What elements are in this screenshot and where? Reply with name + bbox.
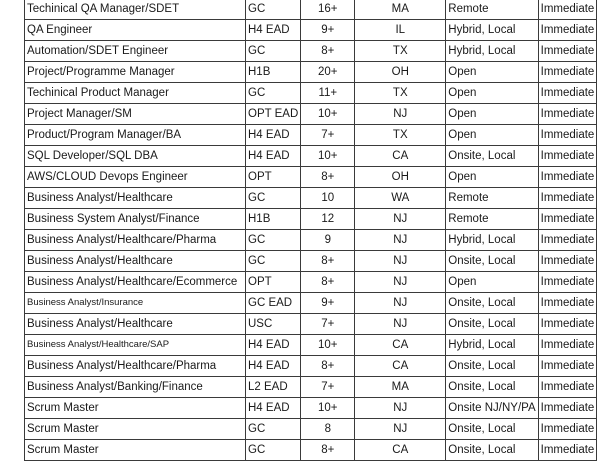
cell-visa: USC (246, 314, 301, 335)
cell-role: Project Manager/SM (25, 104, 246, 125)
cell-visa: GC (246, 41, 301, 62)
cell-experience: 7+ (301, 377, 355, 398)
cell-work-mode: Hybrid, Local (446, 230, 538, 251)
cell-role: Business Analyst/Insurance (25, 293, 246, 314)
cell-role: Project/Programme Manager (25, 62, 246, 83)
cell-availability: Immediate (538, 293, 597, 314)
cell-state: OH (355, 167, 446, 188)
cell-work-mode: Onsite, Local (446, 377, 538, 398)
table-row (25, 20, 597, 41)
cell-visa: GC (246, 230, 301, 251)
table-row (25, 314, 597, 335)
cell-role: Product/Program Manager/BA (25, 125, 246, 146)
cell-state: CA (355, 335, 446, 356)
cell-experience: 10+ (301, 104, 355, 125)
cell-work-mode: Open (446, 62, 538, 83)
cell-experience: 8+ (301, 167, 355, 188)
cell-availability: Immediate (538, 62, 597, 83)
cell-work-mode: Hybrid, Local (446, 335, 538, 356)
table-row (25, 62, 597, 83)
cell-role: Business Analyst/Healthcare (25, 314, 246, 335)
cell-state: NJ (355, 293, 446, 314)
table-row (25, 83, 597, 104)
cell-visa: OPT (246, 167, 301, 188)
cell-role: Business Analyst/Healthcare/Pharma (25, 230, 246, 251)
cell-role: Automation/SDET Engineer (25, 41, 246, 62)
cell-work-mode: Onsite, Local (446, 419, 538, 440)
cell-availability: Immediate (538, 104, 597, 125)
cell-state: NJ (355, 314, 446, 335)
cell-visa: GC (246, 419, 301, 440)
cell-experience: 20+ (301, 62, 355, 83)
cell-work-mode: Onsite NJ/NY/PA (446, 398, 538, 419)
cell-experience: 8+ (301, 272, 355, 293)
table-row (25, 209, 597, 230)
cell-role: Scrum Master (25, 419, 246, 440)
cell-availability: Immediate (538, 377, 597, 398)
cell-visa: GC (246, 440, 301, 461)
cell-work-mode: Open (446, 83, 538, 104)
cell-visa: H4 EAD (246, 20, 301, 41)
cell-experience: 10+ (301, 398, 355, 419)
table-row (25, 146, 597, 167)
cell-role: Business System Analyst/Finance (25, 209, 246, 230)
cell-state: CA (355, 356, 446, 377)
table-row (25, 230, 597, 251)
table-row (25, 125, 597, 146)
table-row (25, 167, 597, 188)
cell-experience: 10+ (301, 146, 355, 167)
cell-role: Techinical QA Manager/SDET (25, 0, 246, 20)
cell-work-mode: Open (446, 167, 538, 188)
cell-role: QA Engineer (25, 20, 246, 41)
cell-work-mode: Open (446, 272, 538, 293)
cell-role: Techinical Product Manager (25, 83, 246, 104)
cell-availability: Immediate (538, 41, 597, 62)
cell-state: OH (355, 62, 446, 83)
cell-role: Business Analyst/Healthcare/Pharma (25, 356, 246, 377)
cell-experience: 8+ (301, 440, 355, 461)
cell-experience: 8+ (301, 356, 355, 377)
cell-availability: Immediate (538, 314, 597, 335)
table-row (25, 104, 597, 125)
cell-work-mode: Onsite, Local (446, 251, 538, 272)
table-row (25, 440, 597, 461)
cell-work-mode: Hybrid, Local (446, 20, 538, 41)
cell-availability: Immediate (538, 335, 597, 356)
cell-state: NJ (355, 398, 446, 419)
cell-work-mode: Remote (446, 0, 538, 20)
cell-state: TX (355, 41, 446, 62)
cell-state: NJ (355, 419, 446, 440)
cell-work-mode: Onsite, Local (446, 356, 538, 377)
cell-availability: Immediate (538, 20, 597, 41)
cell-role: Scrum Master (25, 398, 246, 419)
cell-visa: H1B (246, 62, 301, 83)
cell-availability: Immediate (538, 251, 597, 272)
cell-state: CA (355, 146, 446, 167)
cell-work-mode: Onsite, Local (446, 440, 538, 461)
cell-availability: Immediate (538, 209, 597, 230)
cell-availability: Immediate (538, 419, 597, 440)
cell-state: MA (355, 377, 446, 398)
cell-experience: 10+ (301, 335, 355, 356)
cell-role: Scrum Master (25, 440, 246, 461)
cell-visa: H4 EAD (246, 356, 301, 377)
cell-availability: Immediate (538, 356, 597, 377)
cell-state: NJ (355, 251, 446, 272)
cell-state: TX (355, 125, 446, 146)
cell-visa: H1B (246, 209, 301, 230)
candidate-table-container (24, 0, 597, 461)
cell-availability: Immediate (538, 167, 597, 188)
cell-work-mode: Hybrid, Local (446, 41, 538, 62)
table-row (25, 41, 597, 62)
candidate-table (24, 0, 597, 461)
cell-availability: Immediate (538, 83, 597, 104)
cell-experience: 11+ (301, 83, 355, 104)
table-row (25, 188, 597, 209)
cell-state: NJ (355, 104, 446, 125)
cell-visa: GC (246, 188, 301, 209)
cell-visa: GC (246, 83, 301, 104)
cell-role: Business Analyst/Healthcare/SAP (25, 335, 246, 356)
cell-experience: 7+ (301, 125, 355, 146)
cell-visa: GC (246, 0, 301, 20)
cell-state: MA (355, 0, 446, 20)
cell-experience: 7+ (301, 314, 355, 335)
cell-visa: GC (246, 251, 301, 272)
cell-availability: Immediate (538, 272, 597, 293)
cell-availability: Immediate (538, 440, 597, 461)
table-row (25, 398, 597, 419)
cell-role: Business Analyst/Banking/Finance (25, 377, 246, 398)
cell-availability: Immediate (538, 188, 597, 209)
cell-experience: 10 (301, 188, 355, 209)
table-row (25, 356, 597, 377)
table-row (25, 377, 597, 398)
cell-experience: 9+ (301, 20, 355, 41)
cell-visa: OPT (246, 272, 301, 293)
cell-work-mode: Remote (446, 209, 538, 230)
cell-availability: Immediate (538, 398, 597, 419)
cell-work-mode: Onsite, Local (446, 293, 538, 314)
cell-experience: 9+ (301, 293, 355, 314)
table-row (25, 251, 597, 272)
cell-role: SQL Developer/SQL DBA (25, 146, 246, 167)
cell-work-mode: Open (446, 104, 538, 125)
table-row (25, 419, 597, 440)
cell-experience: 9 (301, 230, 355, 251)
cell-visa: H4 EAD (246, 125, 301, 146)
cell-role: AWS/CLOUD Devops Engineer (25, 167, 246, 188)
cell-visa: GC EAD (246, 293, 301, 314)
cell-work-mode: Open (446, 125, 538, 146)
cell-availability: Immediate (538, 0, 597, 20)
cell-experience: 8+ (301, 41, 355, 62)
cell-work-mode: Remote (446, 188, 538, 209)
cell-state: CA (355, 440, 446, 461)
cell-role: Business Analyst/Healthcare (25, 251, 246, 272)
table-row (25, 293, 597, 314)
cell-experience: 12 (301, 209, 355, 230)
cell-availability: Immediate (538, 230, 597, 251)
cell-availability: Immediate (538, 125, 597, 146)
cell-role: Business Analyst/Healthcare (25, 188, 246, 209)
table-body (25, 0, 597, 461)
cell-state: IL (355, 20, 446, 41)
table-row (25, 335, 597, 356)
cell-work-mode: Onsite, Local (446, 314, 538, 335)
cell-experience: 8 (301, 419, 355, 440)
cell-state: TX (355, 83, 446, 104)
cell-experience: 16+ (301, 0, 355, 20)
cell-visa: OPT EAD (246, 104, 301, 125)
cell-visa: H4 EAD (246, 398, 301, 419)
cell-role: Business Analyst/Healthcare/Ecommerce (25, 272, 246, 293)
cell-state: NJ (355, 230, 446, 251)
cell-visa: H4 EAD (246, 146, 301, 167)
cell-work-mode: Onsite, Local (446, 146, 538, 167)
cell-experience: 8+ (301, 251, 355, 272)
table-row (25, 272, 597, 293)
cell-availability: Immediate (538, 146, 597, 167)
cell-visa: L2 EAD (246, 377, 301, 398)
table-row (25, 0, 597, 20)
cell-state: NJ (355, 272, 446, 293)
cell-visa: H4 EAD (246, 335, 301, 356)
cell-state: WA (355, 188, 446, 209)
cell-state: NJ (355, 209, 446, 230)
